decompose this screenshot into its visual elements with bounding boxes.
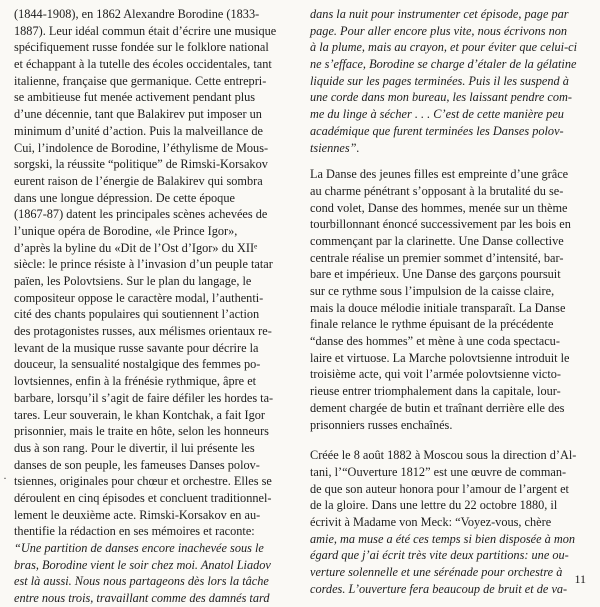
text-line: amie, ma muse a été ces temps si bien disposée à mon — [310, 531, 576, 546]
text-line: déroulent en cinq épisodes et concluent traditionnel- — [14, 490, 272, 505]
text-line: académique que furent terminées les Danses polov- — [310, 123, 564, 138]
text-line: (1867-87) datent les principales scènes achevées de — [14, 207, 268, 222]
text-line: entre nous trois, travaillant comme des damnés tard — [14, 591, 270, 606]
text-line: au charme pénétrant s’opposant à la brutalité du se- — [310, 183, 564, 198]
text-line: de que son auteur honora pour l’amour de l’argent et — [310, 481, 569, 496]
text-line: La Danse des jeunes filles est empreinte d’une grâce — [310, 167, 569, 182]
text-line: dus à son rang. Pour le divertir, il lui présente les — [14, 440, 255, 455]
text-line: l’unique opéra de Borodine, «le Prince Igor», — [14, 223, 238, 238]
text-line: dans une longue dépression. De cette époque — [14, 190, 235, 205]
paragraph-gap — [310, 433, 592, 447]
text-line: dement chargée de butin et traînant derrière elle des — [310, 400, 565, 415]
text-line: sorgski, la réussite “politique” de Rimski-Korsakov — [14, 157, 268, 172]
text-line: prisonniers russes enchaînés. — [310, 417, 453, 432]
text-line: verture solennelle et une sérénade pour orchestre à — [310, 565, 563, 579]
text-line: danses de son peuple, les fameuses Danses polov- — [14, 457, 260, 472]
text-line: lement le deuxième acte. Rimski-Korsakov en au- — [14, 507, 261, 522]
text-line: tsiennes, originales pour chœur et orchestre. Elles se — [14, 474, 272, 489]
text-line: bare et impérieux. Une Danse des garçons poursuit — [310, 267, 561, 282]
text-line: des protagonistes russes, aux mélismes orientaux re- — [14, 324, 272, 339]
text-line: tani, l’“Ouverture 1812” est une œuvre de comman- — [310, 464, 567, 479]
text-line: rieuse entrer triomphalement dans la capitale, lour- — [310, 384, 561, 399]
text-line: écrivit à Madame von Meck: “Voyez-vous, chère — [310, 514, 552, 529]
text-line: centrale réalise un premier sommet d’intensité, bar- — [310, 250, 564, 265]
text-line: cond volet, Danse des hommes, menée sur un thème — [310, 200, 568, 215]
text-line: laire et virtuose. La Marche polovtsienne introduit le — [310, 350, 570, 365]
text-line: 1887). Leur idéal commun était d’écrire une musique — [14, 23, 277, 38]
text-line: “Une partition de danses encore inachevée sous le — [14, 541, 264, 555]
text-line: cité des chants populaires qui soutiennent l’action — [14, 307, 260, 322]
page-number: 11 — [574, 572, 586, 586]
text-line: de la gloire. Dans une lettre du 22 octobre 1880, il — [310, 498, 558, 513]
text-line: tares. Leur souverain, le khan Kontchak, a fait Igor — [14, 407, 265, 422]
text-line: à la plume, mais au crayon, et pour éviter que celui-ci — [310, 40, 578, 55]
text-line: douceur, la sensualité nostalgique des femmes po- — [14, 357, 261, 372]
text-line: païen, les Polovtsiens. Sur le plan du langage, le — [14, 274, 252, 288]
text-line: finale relance le rythme épuisant de la précédente — [310, 317, 554, 332]
left-column — [14, 6, 304, 607]
text-line: minimum d’unité d’action. Puis la malveillance de — [14, 123, 263, 138]
quote-continuation — [310, 6, 592, 156]
text-line: prisonnier, mais le traite en hôte, selon les honneurs — [14, 424, 269, 439]
text-line: bras, Borodine vient le soir chez moi. Anatol Liadov — [14, 557, 271, 572]
text-line: thentifie la rédaction en ses mémoires et raconte: — [14, 524, 255, 539]
text-line: cordes. L’ouverture fera beaucoup de bruit et de va- — [310, 581, 568, 596]
paragraph-gap — [310, 156, 592, 166]
text-line: égard que j’ai écrit très vite deux partitions: une ou- — [310, 548, 569, 563]
text-line: eurent raison de l’énergie de Balakirev qui sombra — [14, 173, 263, 188]
text-line: siècle: le prince résiste à l’invasion d’un peuple tatar — [14, 257, 273, 272]
text-line: tsiennes”. — [310, 140, 360, 155]
paragraph-dances — [310, 166, 592, 433]
text-line: mais la douce mélodie initiale transparaît. La Danse — [310, 300, 566, 315]
text-line: sur ce rythme sous l’impulsion de la caisse claire, — [310, 284, 555, 298]
text-line: et échappant à la tutelle des écoles occidentales, tant — [14, 57, 272, 72]
text-line: Créée le 8 août 1882 à Moscou sous la direction d’Al- — [310, 448, 577, 463]
text-line: Cui, l’indolence de Borodine, l’éthylisme de Mous- — [14, 140, 269, 155]
text-line: “danse des hommes” et mène à une coda spectacu- — [310, 334, 560, 349]
right-column — [310, 6, 592, 597]
text-line: (1844-1908), en 1862 Alexandre Borodine (1833- — [14, 7, 260, 21]
text-line: compositeur oppose le caractère modal, l’authenti- — [14, 290, 264, 305]
paragraph-ouverture-1812 — [310, 447, 592, 597]
text-line: barbare, lorsqu’il s’agit de faire défiler les hordes ta- — [14, 390, 274, 405]
text-line: liquide sur les pages terminées. Puis il les suspend à — [310, 73, 569, 88]
text-line: spécifiquement russe fondée sur le folklore national — [14, 40, 269, 55]
text-line: d’une décennie, tant que Balakirev put imposer un — [14, 107, 262, 122]
text-line: troisième acte, qui voit l’armée polovtsienne victo- — [310, 367, 561, 382]
text-line: ne s’efface, Borodine se charge d’étaler de la gélatine — [310, 57, 577, 72]
text-line: lovtsiennes, enfin à la frénésie rythmique, âpre et — [14, 374, 257, 389]
text-line: une corde dans mon bureau, les laissant pendre com- — [310, 90, 572, 105]
text-line: se ambitieuse fut menée activement pendant plus — [14, 90, 256, 105]
text-line: levant de la musique russe savante pour décrire la — [14, 340, 259, 355]
text-line: tourbillonnant énoncé successivement par les bois en — [310, 217, 571, 232]
text-line: dans la nuit pour instrumenter cet épisode, page par — [310, 7, 569, 21]
text-line: italienne, française que germanique. Cette entrepri- — [14, 73, 267, 88]
text-line: commençant par la clarinette. Une Danse collective — [310, 233, 564, 248]
text-line: est là aussi. Nous nous partageons dès lors la tâche — [14, 574, 269, 589]
text-line: d’après la byline du «Dit de l’Ost d’Igor» du XIIᵉ — [14, 240, 258, 255]
text-line: me du linge à sécher . . . C’est de cette manière peu — [310, 107, 564, 122]
text-line: page. Pour aller encore plus vite, nous écrivons non — [310, 23, 568, 38]
margin-mark: · — [3, 471, 7, 485]
